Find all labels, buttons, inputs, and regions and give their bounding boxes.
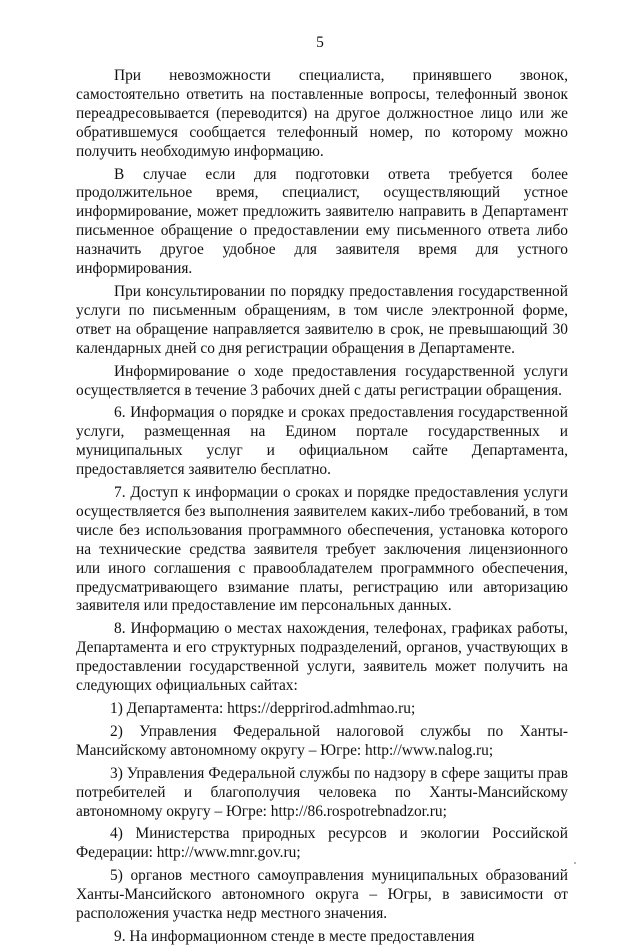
paragraph-9: 9. На информационном стенде в месте предоставления — [114, 927, 475, 945]
paragraph-redirect-call: При невозможности специалиста, принявшего звонок, самостоятельно ответить на поставленные вопросы, телефонный звонок переадресовывается (переводится) на другое должностное лицо или же обратившемуся сообщается телефонный номер, по которому можно получить необходимую информацию. — [76, 67, 568, 160]
list-item-1: 1) Департамента: https://depprirod.admhmao.ru; — [110, 700, 416, 717]
page-number: 5 — [316, 34, 324, 51]
document-body — [76, 67, 568, 951]
paragraph-written-consultation: При консультировании по порядку предоставления государственной услуги по письменным обращениям, в том числе электронной форме, ответ на обращение направляется заявителю в срок, не превышающий 30 календарных дней со дня регистрации обращения в Департаменте. — [76, 282, 568, 357]
paragraph-longer-preparation: В случае если для подготовки ответа требуется более продолжительное время, специалист, осуществляющий устное информирование, может предложить заявителю направить в Департамент письменное обращение о предоставлении ему письменного ответа либо назначить другое удобное для заявителя время для устного информирования. — [76, 165, 568, 278]
list-item-2: 2) Управления Федеральной налоговой службы по Ханты-Мансийскому автономному округу – Югре: http://www.nalog.ru; — [76, 722, 568, 759]
paragraph-6: 6. Информация о порядке и сроках предоставления государственной услуги, размещенная на Едином портале государственных и муниципальных услуг и официальном сайте Департамента, предоставляется заявителю бесплатно. — [76, 404, 568, 479]
list-item-3: 3) Управления Федеральной службы по надзору в сфере защиты прав потребителей и благополучия человека по Ханты-Мансийскому автономному округу – Югре: http://86.rospotrebnadzor.ru; — [76, 764, 568, 820]
paragraph-8: 8. Информацию о местах нахождения, телефонах, графиках работы, Департамента и его структурных подразделений, органов, участвующих в предоставлении государственной услуги, заявитель может получить на следующих официальных сайтах: — [76, 620, 568, 695]
paragraph-progress-informing: Информирование о ходе предоставления государственной услуги осуществляется в течение 3 рабочих дней с даты регистрации обращения. — [76, 362, 568, 399]
scan-artifact — [574, 862, 576, 864]
list-item-5: 5) органов местного самоуправления муниципальных образований Ханты-Мансийского автономного округа – Югры, в зависимости от расположения участка недр местного значения. — [76, 867, 568, 923]
paragraph-7: 7. Доступ к информации о сроках и порядке предоставления услуги осуществляется без выполнения заявителем каких-либо требований, в том числе без использования программного обеспечения, установка которого на технические средства заявителя требует заключения лицензионного или иного соглашения с правообладателем программного обеспечения, предусматривающего взимание платы, регистрацию или авторизацию заявителя или предоставление им персональных данных. — [76, 484, 568, 615]
list-item-4: 4) Министерства природных ресурсов и экологии Российской Федерации: http://www.mnr.gov.ru; — [76, 825, 568, 862]
